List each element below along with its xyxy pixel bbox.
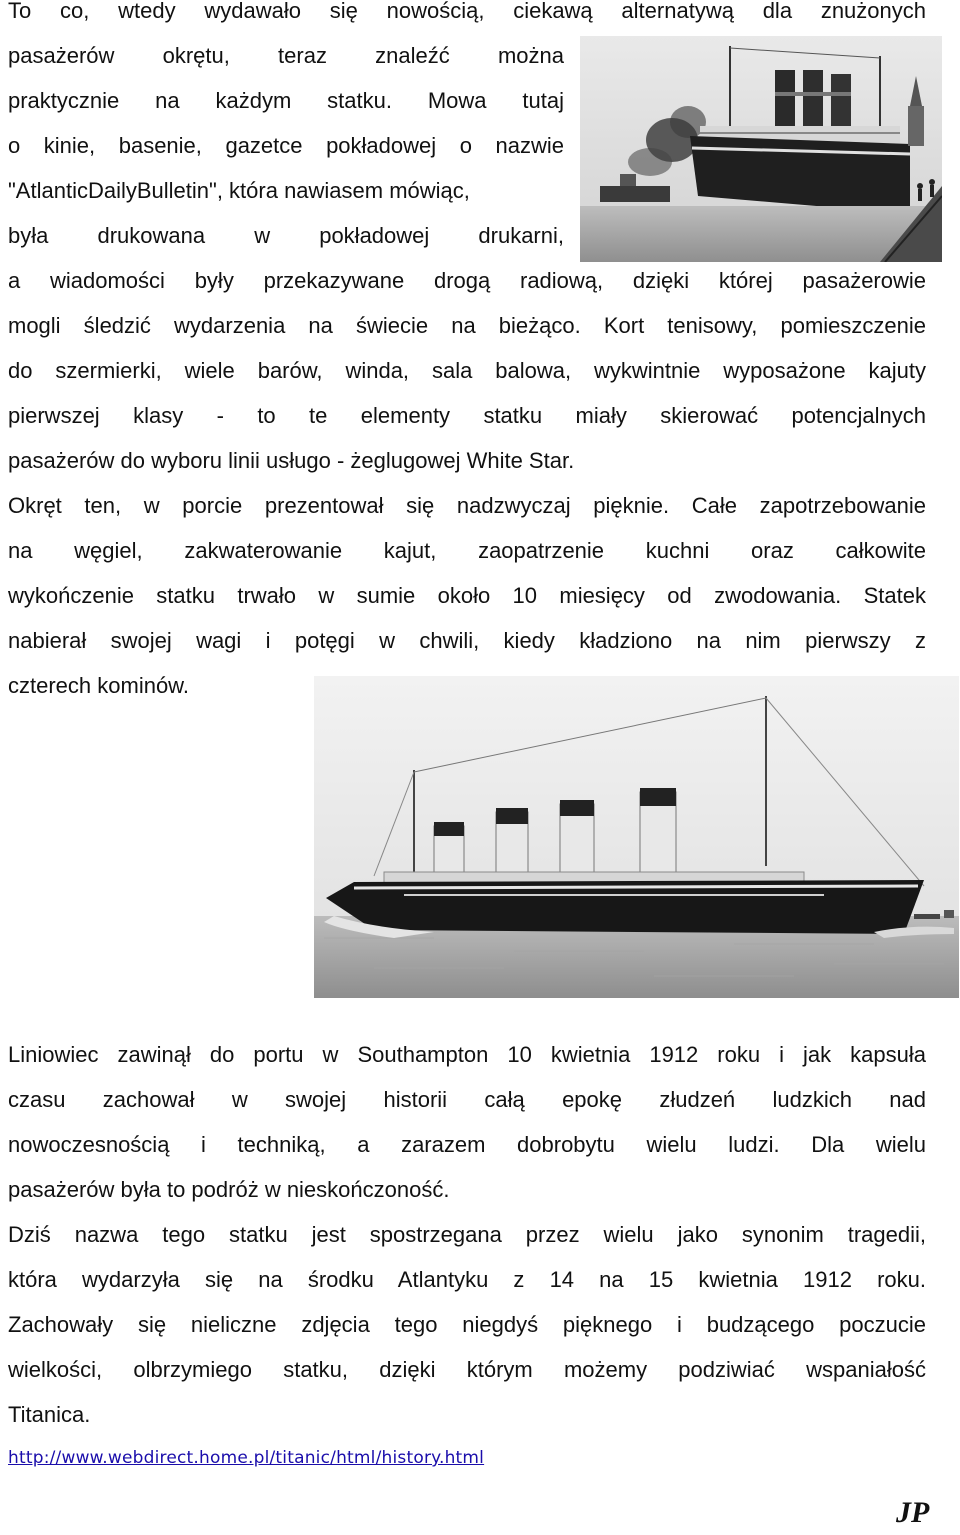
text-line-4: o kinie, basenie, gazetce pokładowej o nazwie	[8, 133, 564, 158]
text-line-12: Okręt ten, w porcie prezentował się nadzwyczaj pięknie. Całe zapotrzebowanie	[8, 493, 926, 518]
text-line-7: a wiadomości były przekazywane drogą radiową, dzięki której pasażerowie	[8, 268, 926, 293]
text-line-11: pasażerów do wyboru linii usługo - żeglugowej White Star.	[8, 448, 575, 473]
ship-at-sea-photo	[314, 676, 959, 998]
text-line-10: pierwszej klasy - to te elementy statku miały skierować potencjalnych	[8, 403, 926, 428]
text-line-9: do szermierki, wiele barów, winda, sala balowa, wykwintnie wyposażone kajuty	[8, 358, 926, 383]
source-link[interactable]: http://www.webdirect.home.pl/titanic/html/history.html	[8, 1448, 485, 1468]
text-line-22: która wydarzyła się na środku Atlantyku z 14 na 15 kwietnia 1912 roku.	[8, 1267, 926, 1292]
text-line-14: wykończenie statku trwało w sumie około 10 miesięcy od zwodowania. Statek	[8, 583, 926, 608]
text-line-18: czasu zachował w swojej historii całą epokę złudzeń ludzkich nad	[8, 1087, 926, 1112]
text-line-6: była drukowana w pokładowej drukarni,	[8, 223, 564, 248]
text-line-13: na węgiel, zakwaterowanie kajut, zaopatrzenie kuchni oraz całkowite	[8, 538, 926, 563]
text-line-20: pasażerów była to podróż w nieskończoność.	[8, 1177, 450, 1202]
text-line-16: czterech kominów.	[8, 673, 189, 698]
text-line-5: "AtlanticDailyBulletin", która nawiasem mówiąc,	[8, 178, 470, 203]
text-line-8: mogli śledzić wydarzenia na świecie na bieżąco. Kort tenisowy, pomieszczenie	[8, 313, 926, 338]
text-line-25: Titanica.	[8, 1402, 91, 1427]
author-signature: JP	[896, 1496, 930, 1529]
text-line-23: Zachowały się nieliczne zdjęcia tego niegdyś pięknego i budzącego poczucie	[8, 1312, 926, 1337]
text-line-21: Dziś nazwa tego statku jest spostrzegana przez wielu jako synonim tragedii,	[8, 1222, 926, 1247]
text-line-2: pasażerów okrętu, teraz znaleźć można	[8, 43, 564, 68]
text-line-3: praktycznie na każdym statku. Mowa tutaj	[8, 88, 564, 113]
text-line-17: Liniowiec zawinął do portu w Southampton 10 kwietnia 1912 roku i jak kapsuła	[8, 1042, 926, 1067]
text-line-1: To co, wtedy wydawało się nowością, ciekawą alternatywą dla znużonych	[8, 0, 926, 23]
ship-in-port-photo	[580, 36, 942, 262]
text-line-15: nabierał swojej wagi i potęgi w chwili, kiedy kładziono na nim pierwszy z	[8, 628, 926, 653]
text-line-19: nowoczesnością i techniką, a zarazem dobrobytu wielu ludzi. Dla wielu	[8, 1132, 926, 1157]
text-line-24: wielkości, olbrzymiego statku, dzięki którym możemy podziwiać wspaniałość	[8, 1357, 926, 1382]
